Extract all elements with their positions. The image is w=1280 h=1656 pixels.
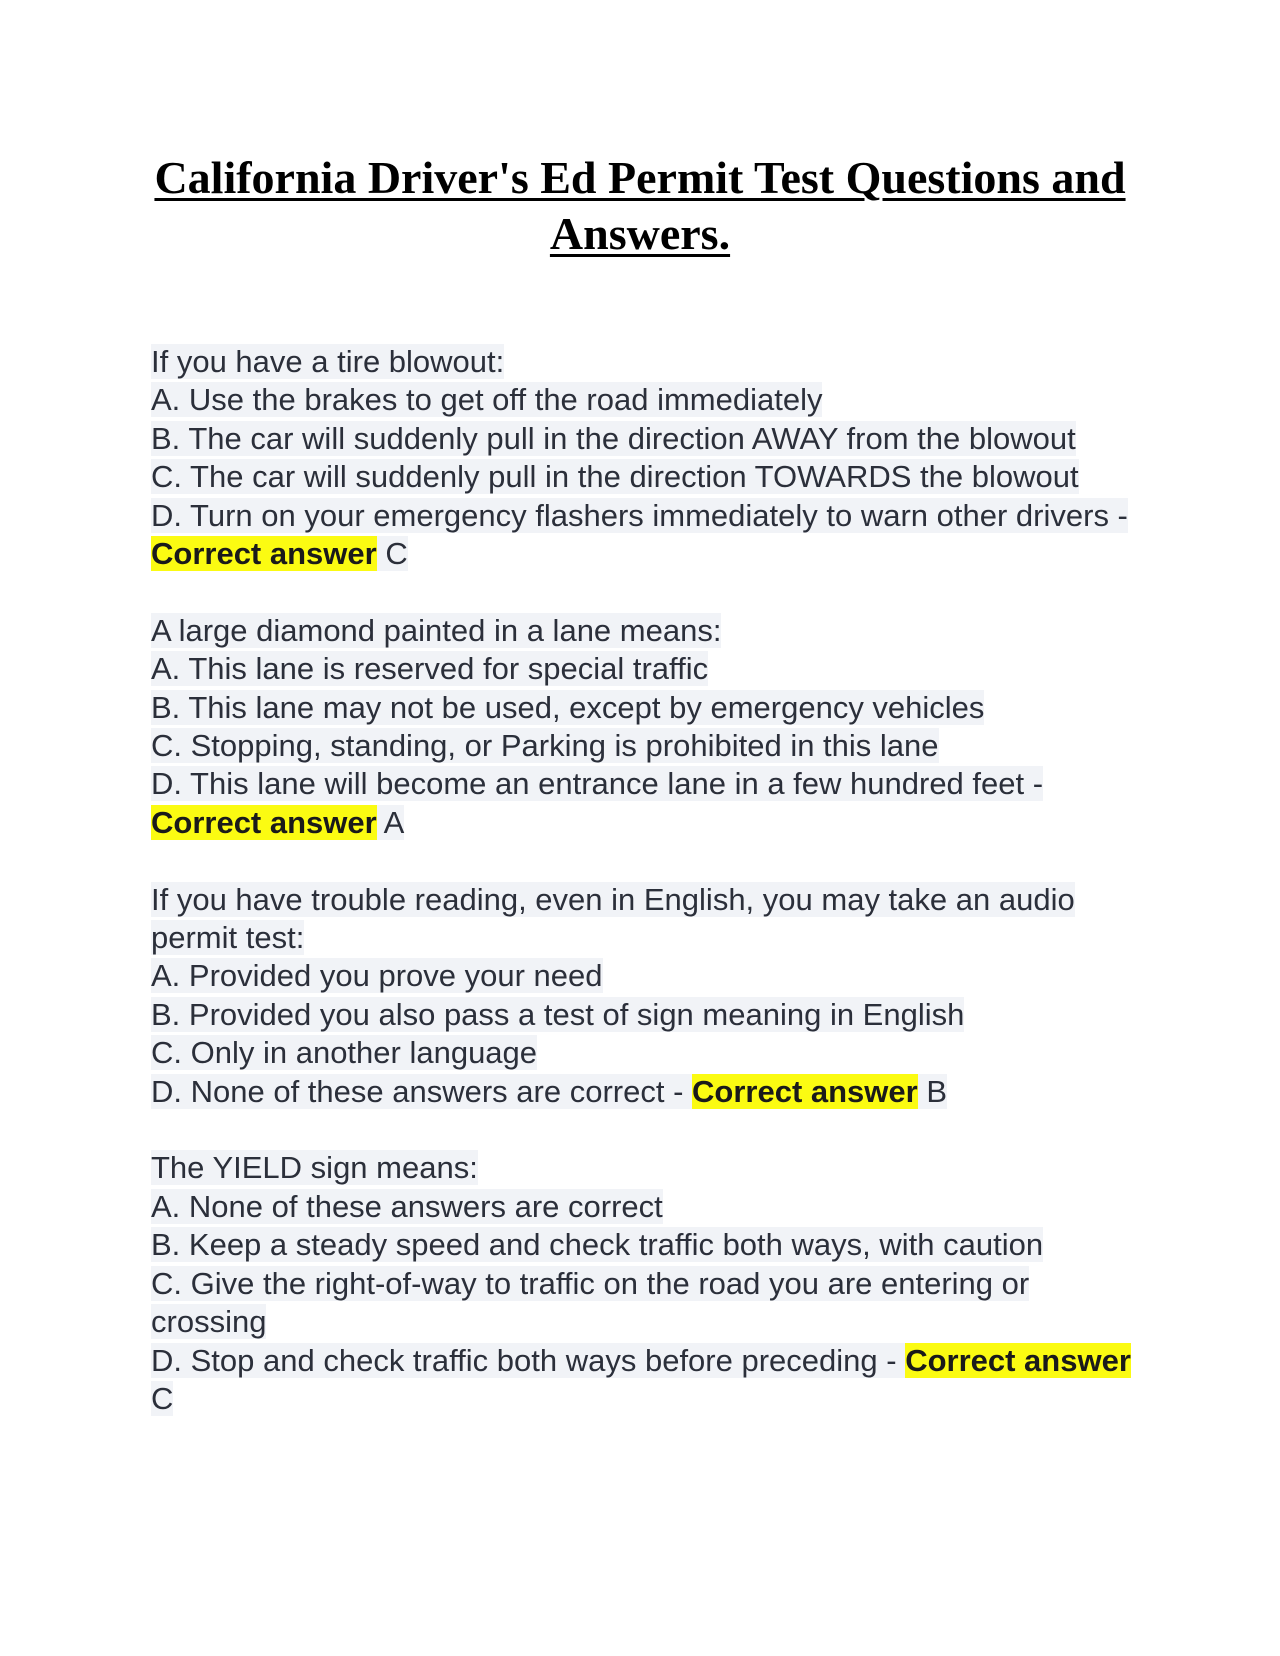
answer-option-c: C. Only in another language xyxy=(151,1035,538,1071)
answer-option-b: B. The car will suddenly pull in the direction AWAY from the blowout xyxy=(151,420,1076,456)
answer-option-d xyxy=(151,1343,1131,1416)
answer-option-c: C. The car will suddenly pull in the direction TOWARDS the blowout xyxy=(151,459,1079,495)
correct-answer-value: B xyxy=(926,1073,948,1109)
question-list xyxy=(151,343,1141,1418)
question-prompt: The YIELD sign means: xyxy=(151,1150,478,1186)
question-prompt: If you have trouble reading, even in English, you may take an audio permit test: xyxy=(151,881,1075,956)
correct-answer-label: Correct answer xyxy=(905,1342,1131,1378)
answer-option-a: A. Provided you prove your need xyxy=(151,958,603,994)
answer-option-d-text: D. This lane will become an entrance lane in a few hundred feet - xyxy=(151,766,1044,802)
answer-option-a: A. Use the brakes to get off the road immediately xyxy=(151,382,823,418)
answer-option-d xyxy=(151,1074,947,1109)
correct-answer-label: Correct answer xyxy=(151,536,377,572)
correct-answer-value: C xyxy=(151,1380,174,1416)
answer-option-a: A. This lane is reserved for special traffic xyxy=(151,651,709,687)
answer-option-d xyxy=(151,766,1043,839)
correct-answer-label: Correct answer xyxy=(692,1073,918,1109)
question-block xyxy=(151,1149,1141,1418)
answer-option-d-text: D. None of these answers are correct - xyxy=(151,1073,684,1109)
answer-option-c: C. Give the right-of-way to traffic on the road you are entering or crossing xyxy=(151,1265,1030,1340)
question-prompt: A large diamond painted in a lane means: xyxy=(151,612,722,648)
page-title: California Driver's Ed Permit Test Questions and Answers. xyxy=(154,152,1126,259)
question-block xyxy=(151,343,1141,573)
answer-option-d-text: D. Turn on your emergency flashers immediately to warn other drivers - xyxy=(151,497,1128,533)
correct-answer-value: C xyxy=(385,536,408,572)
answer-option-d xyxy=(151,498,1128,571)
answer-option-b: B. Keep a steady speed and check traffic both ways, with caution xyxy=(151,1227,1044,1263)
correct-answer-value: A xyxy=(383,804,405,840)
answer-option-d-text: D. Stop and check traffic both ways before preceding - xyxy=(151,1342,897,1378)
question-block xyxy=(151,612,1141,842)
answer-option-b: B. Provided you also pass a test of sign meaning in English xyxy=(151,996,965,1032)
question-block xyxy=(151,881,1141,1111)
question-prompt: If you have a tire blowout: xyxy=(151,344,505,379)
correct-answer-label: Correct answer xyxy=(151,804,377,840)
answer-option-c: C. Stopping, standing, or Parking is prohibited in this lane xyxy=(151,728,939,764)
answer-option-b: B. This lane may not be used, except by emergency vehicles xyxy=(151,689,985,725)
answer-option-a: A. None of these answers are correct xyxy=(151,1188,663,1224)
